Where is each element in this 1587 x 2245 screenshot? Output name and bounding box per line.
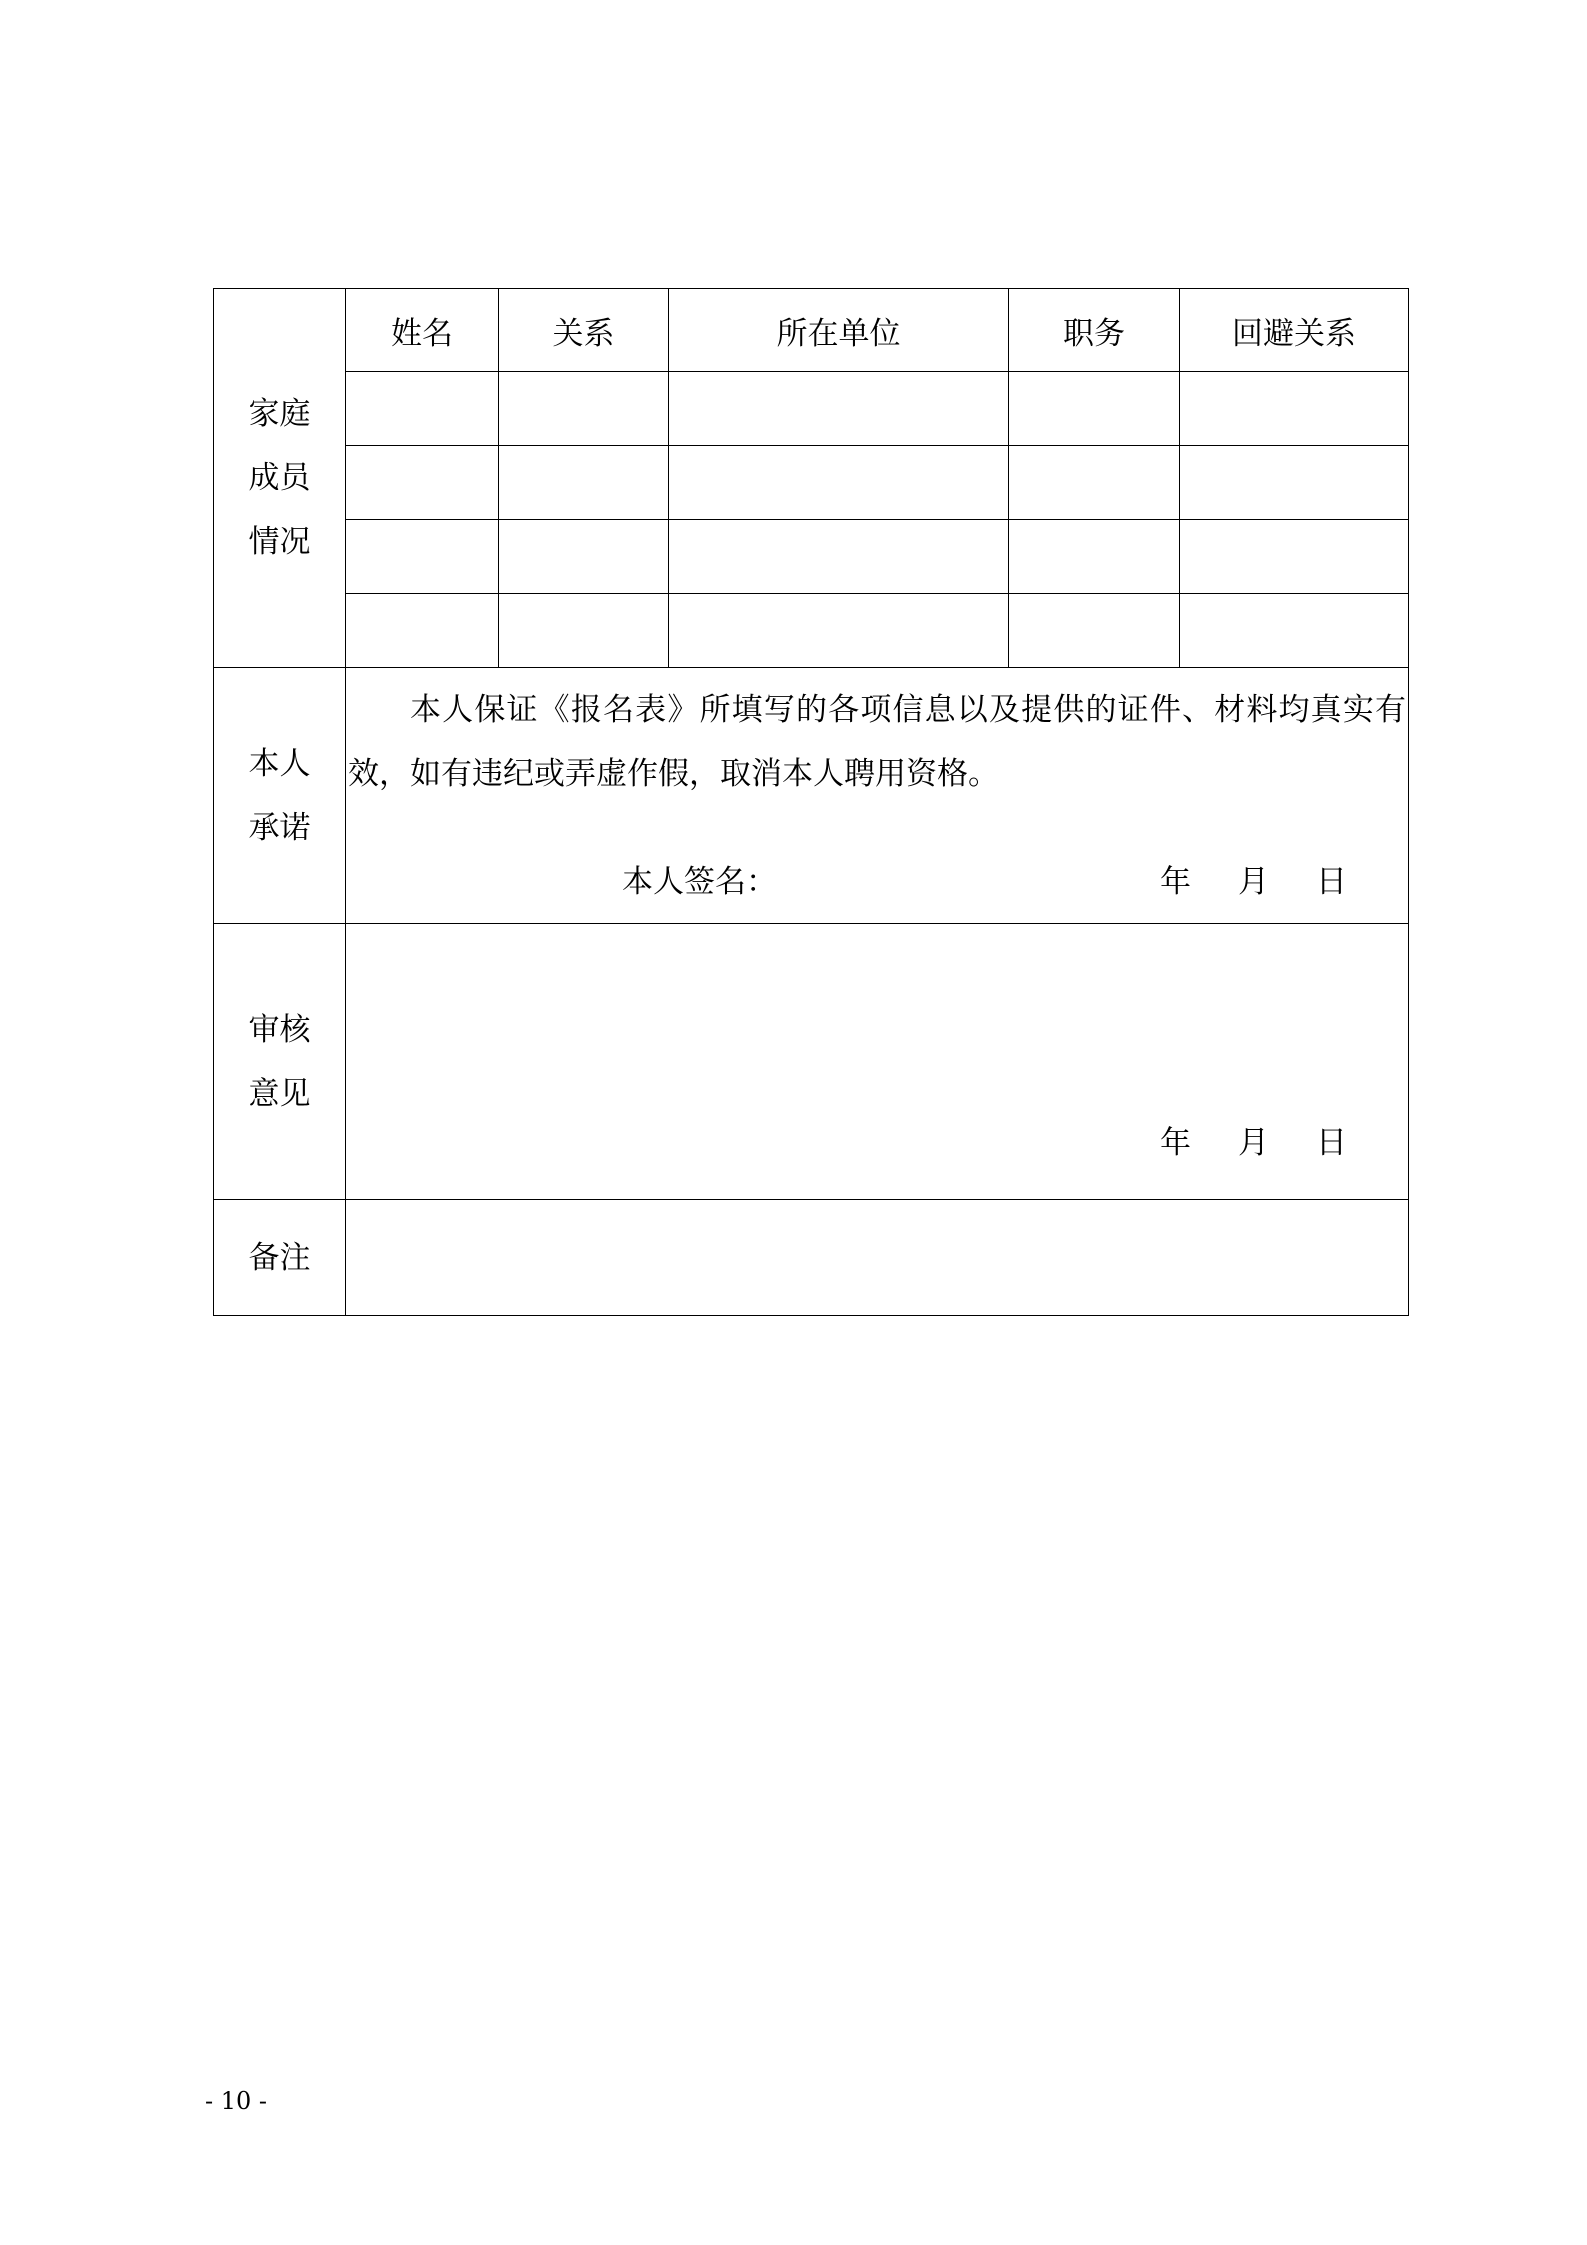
family-name-cell[interactable]: [346, 446, 499, 520]
pledge-date-day: 日: [1316, 864, 1347, 900]
family-row: [214, 446, 1409, 520]
family-relationship-cell[interactable]: [499, 372, 669, 446]
family-avoidance-cell[interactable]: [1180, 520, 1409, 594]
family-label-line-2: 成员: [248, 460, 311, 496]
family-header-row: [214, 289, 1409, 372]
review-content[interactable]: [346, 924, 1409, 1200]
family-work-unit-cell[interactable]: [669, 520, 1009, 594]
header-work-unit: 所在单位: [669, 289, 1009, 372]
family-row: [214, 520, 1409, 594]
family-name-cell[interactable]: [346, 594, 499, 668]
family-label-line-1: 家庭: [248, 396, 311, 432]
review-date-day: 日: [1316, 1125, 1347, 1161]
family-members-label: [214, 289, 346, 668]
family-work-unit-cell[interactable]: [669, 594, 1009, 668]
family-relationship-cell[interactable]: [499, 520, 669, 594]
review-date-month: 月: [1238, 1125, 1269, 1161]
family-relationship-cell[interactable]: [499, 446, 669, 520]
family-position-cell[interactable]: [1009, 594, 1180, 668]
family-name-cell[interactable]: [346, 372, 499, 446]
pledge-label: [214, 668, 346, 924]
pledge-date-year: 年: [1160, 864, 1191, 900]
pledge-text: 本人保证《报名表》所填写的各项信息以及提供的证件、材料均真实有效，如有违纪或弄虚作假，取消本人聘用资格。: [348, 692, 1406, 792]
remarks-label: 备注: [214, 1200, 346, 1316]
signature-field[interactable]: [886, 856, 1136, 892]
review-label-line-2: 意见: [248, 1075, 311, 1112]
header-avoidance-relation: 回避关系: [1180, 289, 1409, 372]
header-position: 职务: [1009, 289, 1180, 372]
page-number: - 10 -: [205, 2087, 268, 2115]
review-label-line-1: 审核: [248, 1011, 311, 1048]
family-work-unit-cell[interactable]: [669, 372, 1009, 446]
family-name-cell[interactable]: [346, 520, 499, 594]
family-avoidance-cell[interactable]: [1180, 446, 1409, 520]
pledge-content: [346, 668, 1409, 924]
family-avoidance-cell[interactable]: [1180, 594, 1409, 668]
review-row: [214, 924, 1409, 1200]
pledge-label-line-1: 本人: [248, 745, 311, 782]
family-work-unit-cell[interactable]: [669, 446, 1009, 520]
registration-form-table: [213, 288, 1409, 1316]
family-position-cell[interactable]: [1009, 520, 1180, 594]
remarks-content[interactable]: [346, 1200, 1409, 1316]
family-position-cell[interactable]: [1009, 372, 1180, 446]
remarks-row: [214, 1200, 1409, 1316]
pledge-row: [214, 668, 1409, 924]
review-label: [214, 924, 346, 1200]
pledge-label-line-2: 承诺: [248, 809, 311, 846]
family-avoidance-cell[interactable]: [1180, 372, 1409, 446]
family-row: [214, 372, 1409, 446]
family-position-cell[interactable]: [1009, 446, 1180, 520]
review-date-year: 年: [1160, 1125, 1191, 1161]
family-row: [214, 594, 1409, 668]
header-name: 姓名: [346, 289, 499, 372]
signature-label: 本人签名：: [622, 864, 777, 900]
family-label-line-3: 情况: [248, 524, 311, 560]
family-relationship-cell[interactable]: [499, 594, 669, 668]
header-relationship: 关系: [499, 289, 669, 372]
pledge-date-month: 月: [1238, 864, 1269, 900]
